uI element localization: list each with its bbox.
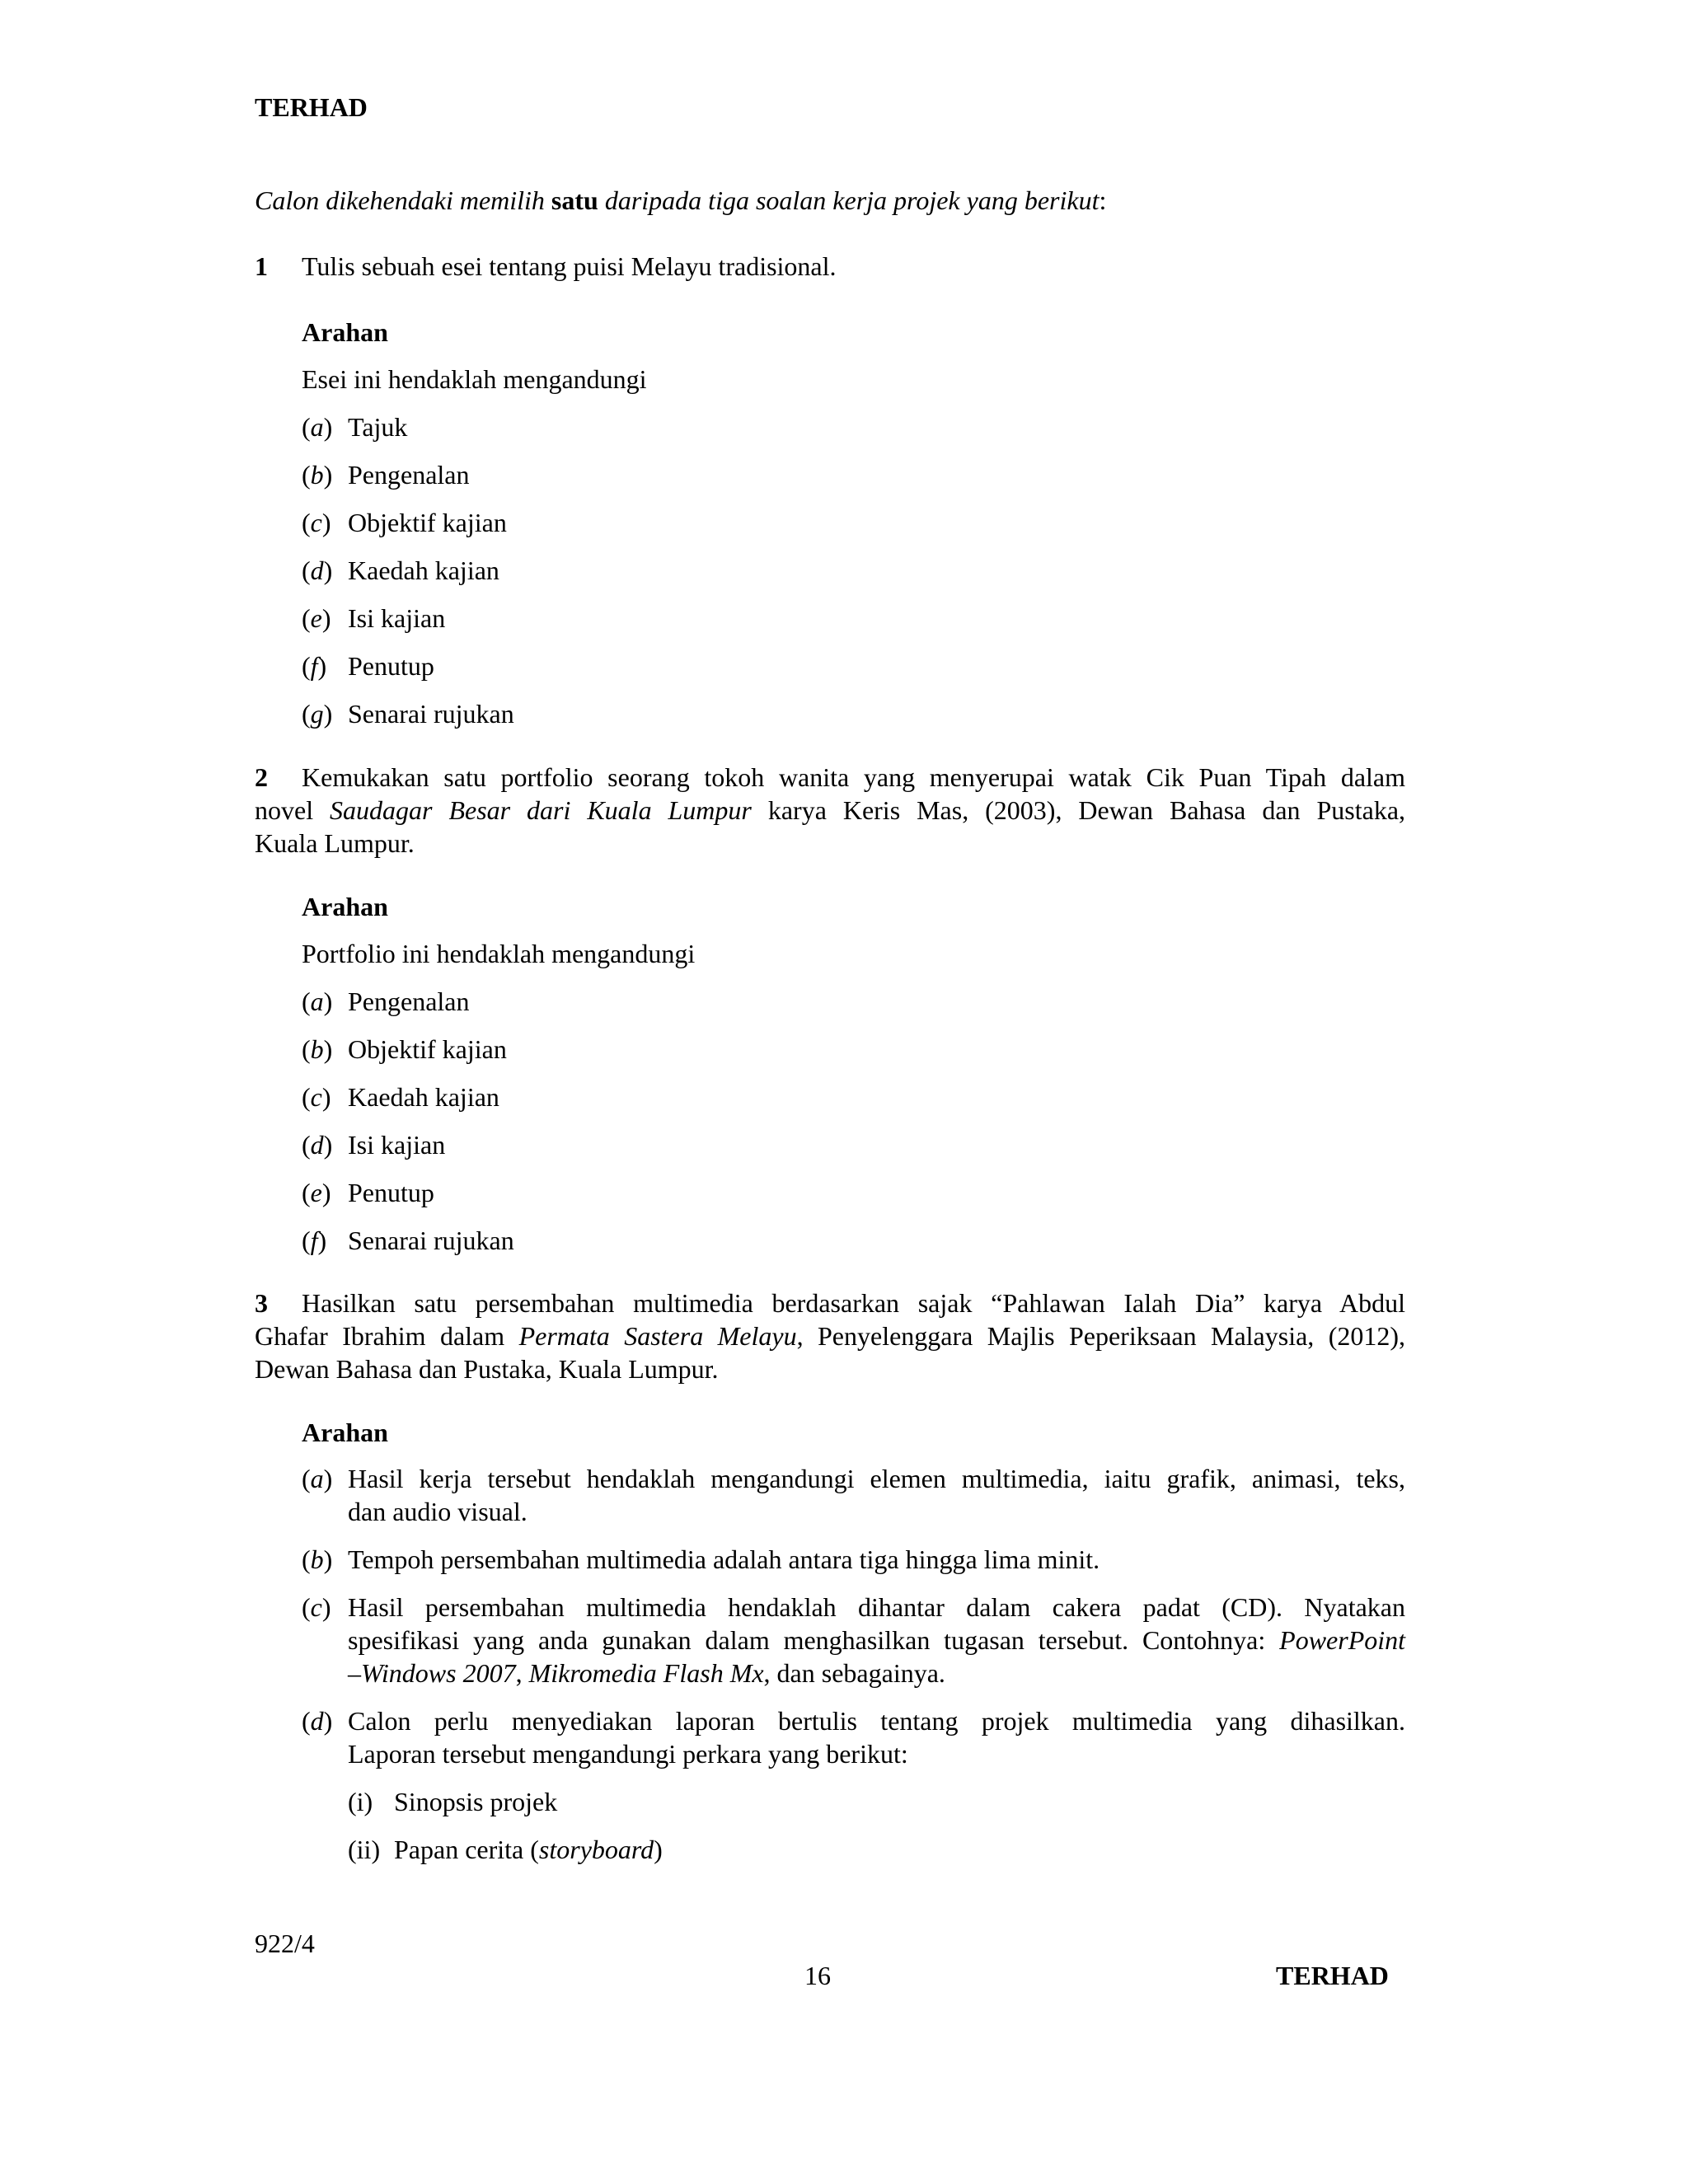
q3-a-letter: a (310, 1464, 324, 1493)
q2-item-letter: c (310, 1082, 322, 1112)
q2-intro: Portfolio ini hendaklah mengandungi (302, 939, 696, 968)
instruction (255, 184, 1106, 217)
q3-c-line3 (348, 1657, 945, 1690)
q1-item-letter: e (310, 603, 322, 633)
q2-item-label: (b) (302, 1034, 333, 1064)
q2-novel-title: Saudagar Besar dari Kuala Lumpur (330, 795, 752, 825)
instruction-bold: satu (551, 185, 598, 215)
q3-arahan-heading: Arahan (302, 1418, 388, 1447)
q2-item (302, 985, 470, 1018)
q3-line3: Dewan Bahasa dan Pustaka, Kuala Lumpur. (255, 1354, 719, 1384)
q2-line3: Kuala Lumpur. (255, 828, 415, 858)
q1-item-label: (a) (302, 412, 333, 442)
q2-number: 2 (255, 762, 268, 792)
q3-c-sep: , (515, 1658, 529, 1688)
q3-d-sub-i-text: Sinopsis projek (394, 1787, 558, 1816)
q2-line2-pre: novel (255, 795, 314, 825)
q2-item-text: Senarai rujukan (348, 1226, 514, 1255)
q1-item-text: Objektif kajian (348, 508, 507, 537)
instruction-colon: : (1099, 185, 1107, 215)
q2-item-text: Penutup (348, 1178, 434, 1207)
q2-line1: Kemukakan satu portfolio seorang tokoh wanita yang menyerupai watak Cik Puan Tipah dalam (302, 762, 1405, 792)
q1-item-label: (f) (302, 651, 327, 681)
q1-item-text: Pengenalan (348, 460, 470, 490)
q2-item (302, 1080, 499, 1113)
q2-item-text: Objektif kajian (348, 1034, 507, 1064)
q2-item (302, 1128, 445, 1161)
q3-b-letter: b (310, 1544, 324, 1574)
footer-code: 922/4 (255, 1929, 315, 1958)
q1-item-text: Isi kajian (348, 603, 446, 633)
q2-item-text: Kaedah kajian (348, 1082, 499, 1112)
q1-number: 1 (255, 251, 268, 281)
q1-item-letter: c (310, 508, 322, 537)
q1-item-letter: g (310, 699, 324, 729)
q3-c-line2-pre: spesifikasi yang anda gunakan dalam menghasilkan tugasan tersebut. Contohnya: (348, 1625, 1266, 1655)
q1-intro: Esei ini hendaklah mengandungi (302, 364, 647, 394)
q3-b-label: (b) (302, 1544, 333, 1574)
q3-d-sub-i-label: (i) (348, 1787, 373, 1816)
header-classification: TERHAD (255, 92, 368, 122)
q1-item-text: Kaedah kajian (348, 555, 499, 585)
page-number: 16 (804, 1961, 831, 1990)
q3-a-line1: Hasil kerja tersebut hendaklah mengandungi elemen multimedia, iaitu grafik, animasi, teks, (348, 1464, 1405, 1493)
q1-item-label: (d) (302, 555, 333, 585)
q1-arahan-heading: Arahan (302, 317, 388, 347)
q3-d-line1: Calon perlu menyediakan laporan bertulis tentang projek multimedia yang dihasilkan. (348, 1706, 1405, 1736)
q3-c-label: (c) (302, 1592, 331, 1622)
instruction-pre: Calon dikehendaki memilih (255, 185, 545, 215)
q1-item (302, 554, 499, 587)
q1-item-label: (e) (302, 603, 331, 633)
q3-d-label: (d) (302, 1706, 333, 1736)
q2-item-text: Pengenalan (348, 987, 470, 1016)
q3-c-line1: Hasil persembahan multimedia hendaklah dihantar dalam cakera padat (CD). Nyatakan (348, 1592, 1405, 1622)
q2-arahan-heading: Arahan (302, 892, 388, 921)
q1-item-label: (g) (302, 699, 333, 729)
q1-item (302, 458, 470, 491)
q1-item-letter: a (310, 412, 324, 442)
q3-d-sub-ii-italic: storyboard (538, 1835, 654, 1864)
q1-item-text: Penutup (348, 651, 434, 681)
q2-item (302, 1224, 514, 1257)
q2-item-letter: e (310, 1178, 322, 1207)
q3-c-windows: –Windows 2007 (348, 1658, 516, 1688)
q2-line2-post: karya Keris Mas, (2003), Dewan Bahasa dan Pustaka, (767, 795, 1406, 825)
q3-a-line2: dan audio visual. (348, 1497, 528, 1526)
instruction-post: daripada tiga soalan kerja projek yang berikut (604, 185, 1100, 215)
q3-d-sub-ii-pre: Papan cerita ( (394, 1835, 539, 1864)
q2-item-label: (d) (302, 1130, 333, 1160)
q1-item-label: (c) (302, 508, 331, 537)
q3-c-flash: Mikromedia Flash Mx (528, 1658, 764, 1688)
q1-item (302, 506, 507, 539)
q1-text: Tulis sebuah esei tentang puisi Melayu tradisional. (302, 251, 837, 281)
q2-item-label: (a) (302, 987, 333, 1016)
q2-item-text: Isi kajian (348, 1130, 446, 1160)
q1-item-label: (b) (302, 460, 333, 490)
q3-d-sub-ii-label: (ii) (348, 1835, 381, 1864)
q3-number: 3 (255, 1288, 268, 1318)
q2-item-letter: b (310, 1034, 324, 1064)
q3-d-line2: Laporan tersebut mengandungi perkara yang berikut: (348, 1739, 908, 1769)
q3-book-title: Permata Sastera Melayu (518, 1321, 797, 1351)
q2-item-letter: d (310, 1130, 324, 1160)
q3-d-letter: d (310, 1706, 324, 1736)
q2-item (302, 1176, 434, 1209)
q3-b-line1: Tempoh persembahan multimedia adalah antara tiga hingga lima minit. (348, 1544, 1100, 1574)
q1-item-letter: f (310, 651, 318, 681)
q2-item-letter: a (310, 987, 324, 1016)
q3-line1: Hasilkan satu persembahan multimedia berdasarkan sajak “Pahlawan Ialah Dia” karya Abdul (302, 1288, 1405, 1318)
q1-item-text: Tajuk (348, 412, 408, 442)
q3-line2-pre: Ghafar Ibrahim dalam (255, 1321, 505, 1351)
q3-c-line2 (348, 1624, 1405, 1657)
q1-item-letter: b (310, 460, 324, 490)
q3-c-powerpoint: PowerPoint (1279, 1625, 1406, 1655)
q1-item-letter: d (310, 555, 324, 585)
q1-item (302, 697, 514, 730)
q2-item-label: (c) (302, 1082, 331, 1112)
q2-item (302, 1033, 507, 1066)
q3-line2-post: , Penyelenggara Majlis Peperiksaan Malaysia, (2012), (796, 1321, 1406, 1351)
q3-line2 (255, 1319, 1405, 1352)
q1-item (302, 602, 445, 635)
q3-d-sub-ii-close: ) (654, 1835, 663, 1864)
q2-line2 (255, 794, 1405, 827)
q1-item (302, 649, 434, 682)
q2-item-label: (f) (302, 1226, 327, 1255)
q3-c-line3-post: , dan sebagainya. (763, 1658, 945, 1688)
q1-item (302, 410, 407, 443)
q3-a-label: (a) (302, 1464, 333, 1493)
q2-item-letter: f (310, 1226, 318, 1255)
q3-d-sub-ii-text (394, 1833, 663, 1866)
q1-item-text: Senarai rujukan (348, 699, 514, 729)
q3-c-letter: c (310, 1592, 322, 1622)
q2-item-label: (e) (302, 1178, 331, 1207)
footer-classification: TERHAD (1276, 1961, 1389, 1990)
